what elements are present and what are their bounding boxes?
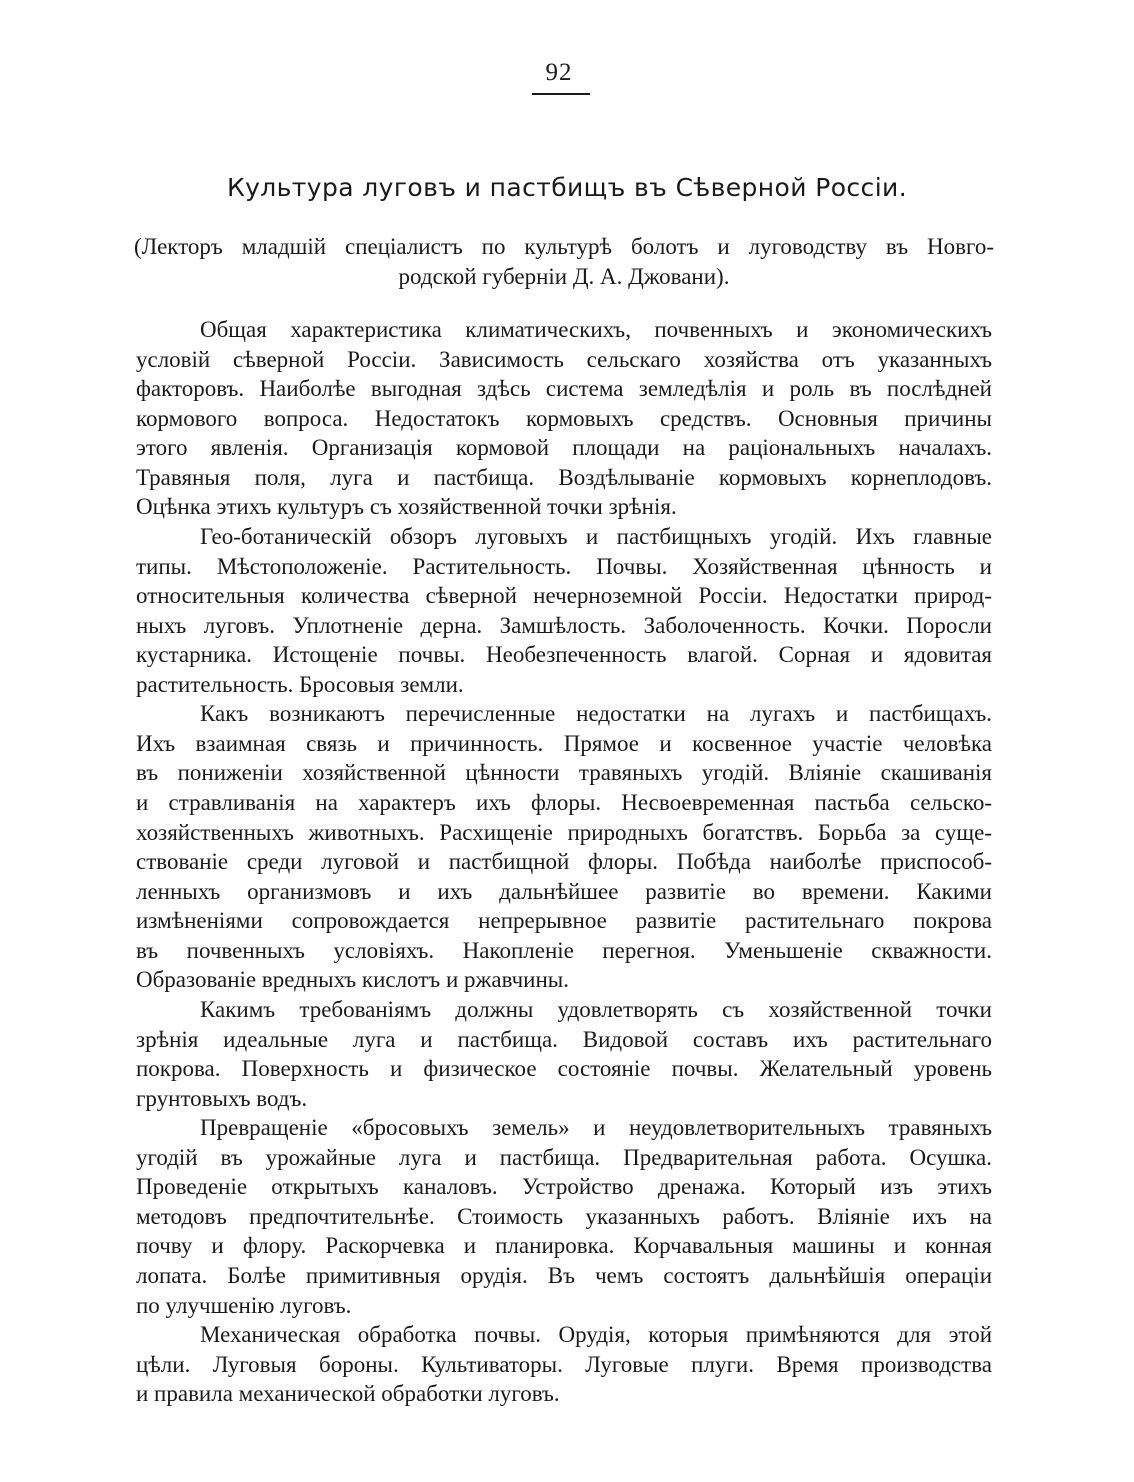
text-line: типы. Мѣстоположеніе. Растительность. Почвы. Хозяйственная цѣнность и <box>136 553 992 579</box>
paragraph <box>136 315 992 522</box>
text-line: и правила механической обработки луговъ. <box>136 1381 560 1407</box>
text-line: Оцѣнка этихъ культуръ съ хозяйственной точки зрѣнія. <box>136 494 677 520</box>
lecturer-line: (Лекторъ младшій спеціалистъ по культурѣ болотъ и луговодству въ Новго- <box>134 234 994 259</box>
text-line: этого явленія. Организація кормовой площади на раціональныхъ началахъ. <box>136 435 992 461</box>
text-line: факторовъ. Наиболѣе выгодная здѣсь система земледѣлія и роль въ послѣдней <box>136 376 992 402</box>
text-line: покрова. Поверхность и физическое состояніе почвы. Желательный уровень <box>136 1056 992 1082</box>
text-line: условій сѣверной Россіи. Зависимость сельскаго хозяйства отъ указанныхъ <box>136 346 992 372</box>
paragraph <box>136 995 992 1113</box>
text-line: зрѣнія идеальные луга и пастбища. Видовой составъ ихъ растительнаго <box>136 1026 992 1052</box>
text-line: Механическая обработка почвы. Орудія, которыя примѣняются для этой <box>200 1322 992 1348</box>
text-line: Проведеніе открытыхъ каналовъ. Устройство дренажа. Который изъ этихъ <box>136 1174 992 1200</box>
text-line: измѣненіями сопровождается непрерывное развитіе растительнаго покрова <box>136 908 992 934</box>
text-line: растительность. Бросовыя земли. <box>136 671 464 697</box>
text-line: по улучшенію луговъ. <box>136 1292 352 1318</box>
text-line: методовъ предпочтительнѣе. Стоимость указанныхъ работъ. Вліяніе ихъ на <box>136 1203 992 1229</box>
text-line: цѣли. Луговыя бороны. Культиваторы. Луговые плуги. Время производства <box>136 1351 992 1377</box>
text-line: Образованіе вредныхъ кислотъ и ржавчины. <box>136 967 569 993</box>
text-line: лопата. Болѣе примитивныя орудія. Въ чемъ состоятъ дальнѣйшія операціи <box>136 1263 992 1288</box>
text-line: почву и флору. Раскорчевка и планировка. Корчавальныя машины и конная <box>136 1233 992 1259</box>
text-line: кормового вопроса. Недостатокъ кормовыхъ средствъ. Основныя причины <box>136 405 992 431</box>
text-line: относительныя количества сѣверной нечерноземной Россіи. Недостатки природ- <box>136 583 992 609</box>
text-line: Какъ возникаютъ перечисленные недостатки на лугахъ и пастбищахъ. <box>200 701 992 727</box>
text-line: Какимъ требованіямъ должны удовлетворять съ хозяйственной точки <box>200 996 992 1022</box>
paragraph <box>136 699 992 995</box>
text-line: и стравливанія на характеръ ихъ флоры. Несвоевременная пастьба сельско- <box>136 790 992 815</box>
lecturer-line: родской губерніи Д. А. Джовани). <box>398 264 730 289</box>
text-line: угодій въ урожайные луга и пастбища. Предварительная работа. Осушка. <box>136 1144 992 1170</box>
text-line: Ихъ взаимная связь и причинность. Прямое и косвенное участіе человѣка <box>136 730 992 756</box>
text-line: Превращеніе «бросовыхъ земель» и неудовлетворительныхъ травяныхъ <box>200 1115 992 1141</box>
text-line: Общая характеристика климатическихъ, почвенныхъ и экономическихъ <box>200 317 992 342</box>
text-line: кустарника. Истощеніе почвы. Необезпеченность влагой. Сорная и ядовитая <box>136 642 992 668</box>
text-line: ныхъ луговъ. Уплотненіе дерна. Замшѣлость. Заболоченность. Кочки. Поросли <box>136 612 992 638</box>
body-text <box>136 315 992 1409</box>
text-line: въ пониженіи хозяйственной цѣнности травяныхъ угодій. Вліяніе скашиванія <box>136 760 992 786</box>
text-line: грунтовыхъ водъ. <box>136 1085 308 1111</box>
text-line: ленныхъ организмовъ и ихъ дальнѣйшее развитіе во времени. Какими <box>136 878 992 904</box>
text-line: въ почвенныхъ условіяхъ. Накопленіе перегноя. Уменьшеніе скважности. <box>136 937 992 963</box>
text-line: Травяныя поля, луга и пастбища. Воздѣлываніе кормовыхъ корнеплодовъ. <box>136 464 992 490</box>
lecturer-note <box>134 232 994 292</box>
text-line: Гео-ботаническій обзоръ луговыхъ и пастбищныхъ угодій. Ихъ главные <box>200 523 992 549</box>
page-number-rule <box>532 93 590 95</box>
paragraph <box>136 1320 992 1409</box>
paragraph <box>136 1113 992 1320</box>
section-title: Культура луговъ и пастбищъ въ Сѣверной Россіи. <box>226 173 908 202</box>
paragraph <box>136 522 992 699</box>
text-line: хозяйственныхъ животныхъ. Расхищеніе природныхъ богатствъ. Борьба за суще- <box>136 819 992 845</box>
page-number: 92 <box>545 59 573 86</box>
text-line: ствованіе среди луговой и пастбищной флоры. Побѣда наиболѣе приспособ- <box>136 849 992 875</box>
